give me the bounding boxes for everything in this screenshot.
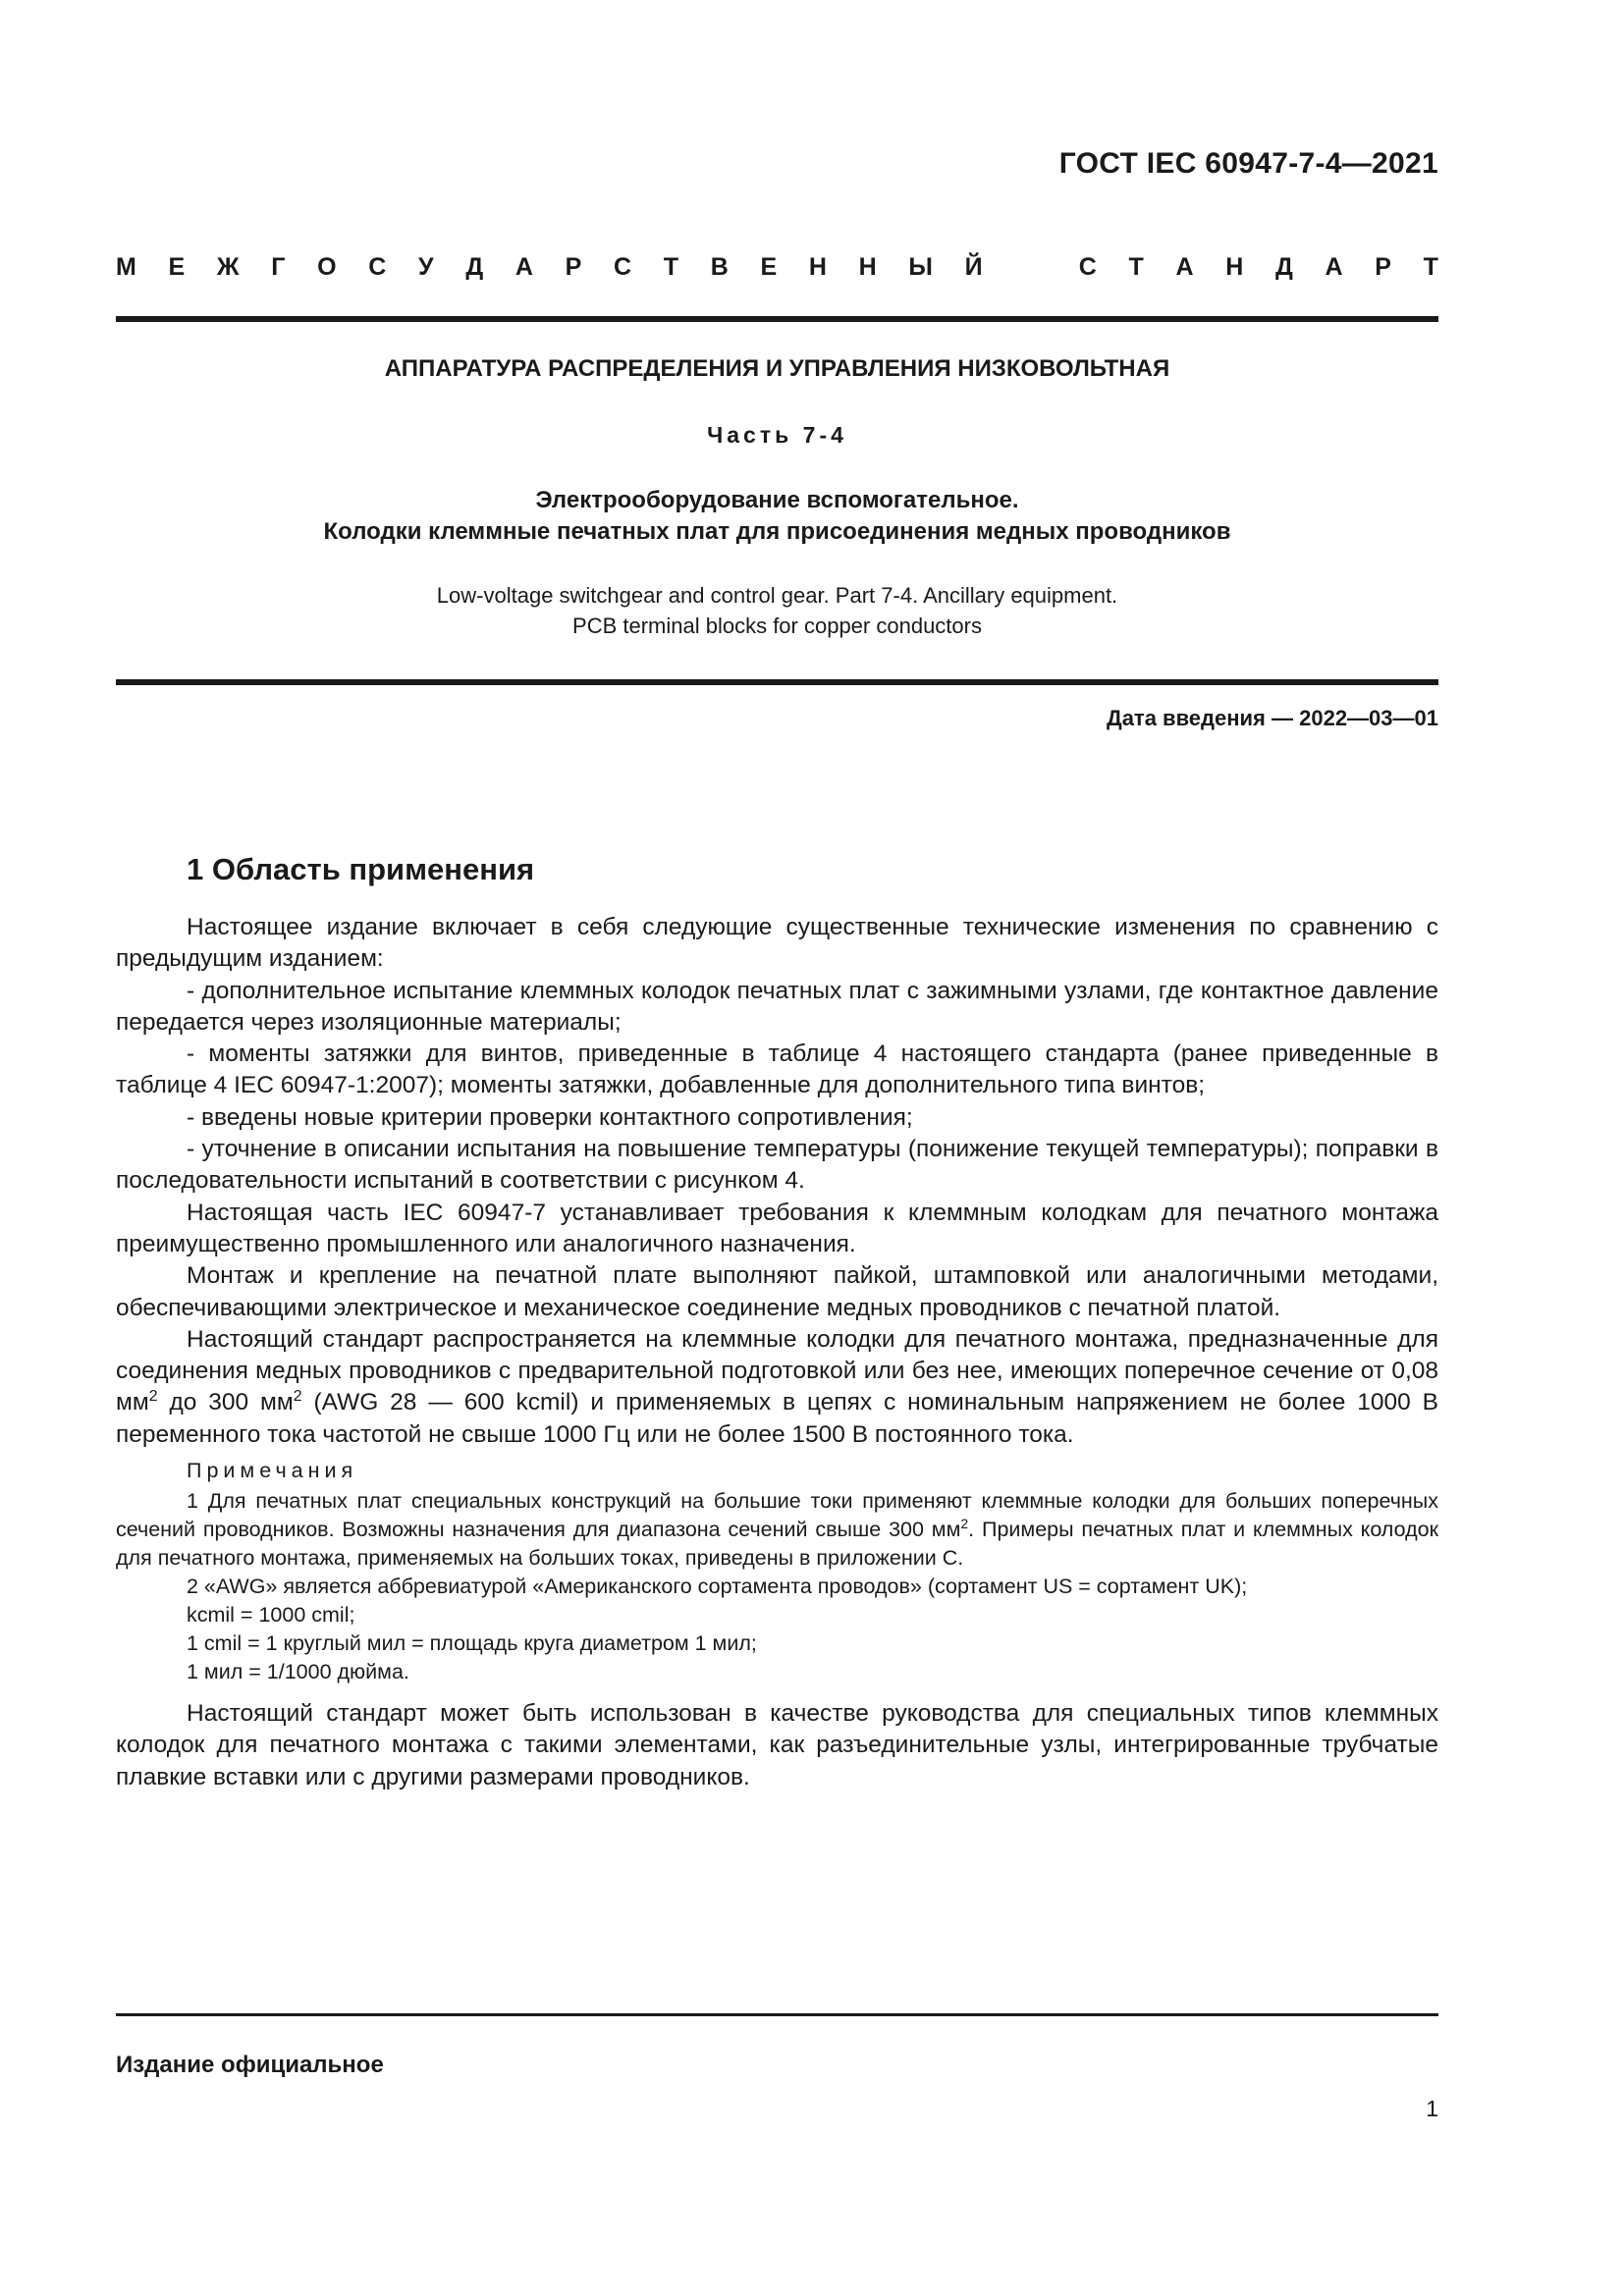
title-english bbox=[116, 580, 1438, 641]
official-edition-label: Издание официальное bbox=[116, 2052, 384, 2078]
paragraph-guidance: Настоящий стандарт может быть использован в качестве руководства для специальных типов клеммных колодок для печатного монтажа с такими элементами, как разъединительные узлы, интегрированные трубчатые плавкие вставки или с другими размерами проводников. bbox=[116, 1700, 1438, 1790]
doc-type-letter: С bbox=[613, 253, 632, 281]
note-2 bbox=[116, 1573, 1438, 1686]
introduction-date: Дата введения — 2022—03—01 bbox=[1107, 706, 1438, 730]
doc-type-letter: С bbox=[368, 253, 387, 281]
document-type-spaced bbox=[116, 253, 1438, 282]
doc-type-letter: Н bbox=[808, 253, 827, 281]
note-2-line: 1 мил = 1/1000 дюйма. bbox=[187, 1660, 409, 1684]
section-body bbox=[116, 912, 1438, 1793]
doc-type-letter: Ж bbox=[216, 253, 240, 281]
title-subtitle-line1: Электрооборудование вспомогательное. bbox=[535, 487, 1019, 513]
section-heading: 1 Область применения bbox=[187, 852, 535, 886]
title-subtitle-line2: Колодки клеммные печатных плат для присоединения медных проводников bbox=[323, 518, 1231, 545]
list-item: - моменты затяжки для винтов, приведенные в таблице 4 настоящего стандарта (ранее приведенные в таблице 4 IEC 60947-1:2007); моменты затяжки, добавленные для дополнительного типа винтов; bbox=[116, 1041, 1438, 1099]
doc-type-letter: А bbox=[1325, 253, 1343, 281]
note-2-line: kcmil = 1000 cmil; bbox=[187, 1603, 355, 1628]
paragraph-scope: Настоящая часть IEC 60947-7 устанавливает требования к клеммным колодкам для печатного монтажа преимущественно промышленного или аналогичного назначения. bbox=[116, 1199, 1438, 1257]
doc-type-letter: Е bbox=[168, 253, 186, 281]
doc-type-letter: Н bbox=[858, 253, 877, 281]
note-2-line: 1 cmil = 1 круглый мил = площадь круга диаметром 1 мил; bbox=[187, 1631, 757, 1656]
header-divider bbox=[116, 316, 1438, 322]
doc-type-letter: С bbox=[1078, 253, 1097, 281]
doc-type-letter: Н bbox=[1225, 253, 1244, 281]
doc-type-letter: Т bbox=[663, 253, 679, 281]
doc-type-letter: О bbox=[317, 253, 337, 281]
title-main: АППАРАТУРА РАСПРЕДЕЛЕНИЯ И УПРАВЛЕНИЯ НИЗКОВОЛЬТНАЯ bbox=[384, 355, 1170, 382]
title-divider bbox=[116, 679, 1438, 685]
doc-type-letter: Й bbox=[964, 253, 983, 281]
page-number: 1 bbox=[1426, 2096, 1438, 2121]
list-item: - дополнительное испытание клеммных колодок печатных плат с зажимными узлами, где контактное давление передается через изоляционные материалы; bbox=[116, 977, 1438, 1036]
paragraph-intro: Настоящее издание включает в себя следующие существенные технические изменения по сравнению с предыдущим изданием: bbox=[116, 914, 1438, 973]
doc-type-letter: Г bbox=[271, 253, 286, 281]
notes-title: Примечания bbox=[187, 1459, 358, 1483]
doc-type-letter: А bbox=[514, 253, 533, 281]
doc-type-letter: А bbox=[1175, 253, 1194, 281]
footer-divider bbox=[116, 2013, 1438, 2016]
list-item: - введены новые критерии проверки контактного сопротивления; bbox=[187, 1103, 913, 1131]
standard-designation: ГОСТ IEC 60947-7-4—2021 bbox=[1058, 147, 1438, 180]
doc-type-letter: Р bbox=[1375, 253, 1391, 281]
notes-block bbox=[116, 1457, 1438, 1686]
doc-type-letter: Т bbox=[1423, 253, 1438, 281]
doc-type-letter: Т bbox=[1128, 253, 1144, 281]
doc-type-letter: Д bbox=[465, 253, 484, 281]
doc-type-letter: У bbox=[418, 253, 434, 281]
note-1: 1 Для печатных плат специальных конструкций на большие токи применяют клеммные колодки для больших поперечных сечений проводников. Возможны назначения для диапазона сечений свыше 300 $мм^2$. Примеры печатных плат и клеммных колодок для печатного монтажа, применяемых на больших токах, приведены в приложении C. bbox=[116, 1489, 1438, 1571]
list-item: - уточнение в описании испытания на повышение температуры (понижение текущей температуры); поправки в последовательности испытаний в соответствии с рисунком 4. bbox=[116, 1136, 1438, 1195]
paragraph-range: Настоящий стандарт распространяется на клеммные колодки для печатного монтажа, предназначенные для соединения медных проводников с предварительной подготовкой или без нее, имеющих поперечное сечение от 0,08 $мм^2$ до 300 $мм^2$ (AWG 28 — 600 kcmil) и применяемых в цепях с номинальным напряжением не более 1000 В переменного тока частотой не свыше 1000 Гц или не более 1500 В постоянного тока. bbox=[116, 1325, 1438, 1448]
doc-type-letter: Е bbox=[760, 253, 778, 281]
doc-type-letter: М bbox=[116, 253, 136, 281]
doc-type-letter: В bbox=[710, 253, 729, 281]
title-part: Часть 7-4 bbox=[707, 422, 847, 448]
title-english-line2: PCB terminal blocks for copper conductors bbox=[572, 614, 982, 638]
doc-type-letter: Р bbox=[565, 253, 582, 281]
note-2-line: 2 «AWG» является аббревиатурой «Американского сортамента проводов» (сортамент US = сортамент UK); bbox=[187, 1575, 1248, 1599]
title-subtitle bbox=[116, 485, 1438, 548]
doc-type-letter: Ы bbox=[908, 253, 933, 281]
doc-type-letter: Д bbox=[1274, 253, 1293, 281]
paragraph-mounting: Монтаж и крепление на печатной плате выполняют пайкой, штамповкой или аналогичными методами, обеспечивающими электрическое и механическое соединение медных проводников с печатной платой. bbox=[116, 1262, 1438, 1321]
title-english-line1: Low-voltage switchgear and control gear. Part 7-4. Ancillary equipment. bbox=[436, 583, 1118, 608]
